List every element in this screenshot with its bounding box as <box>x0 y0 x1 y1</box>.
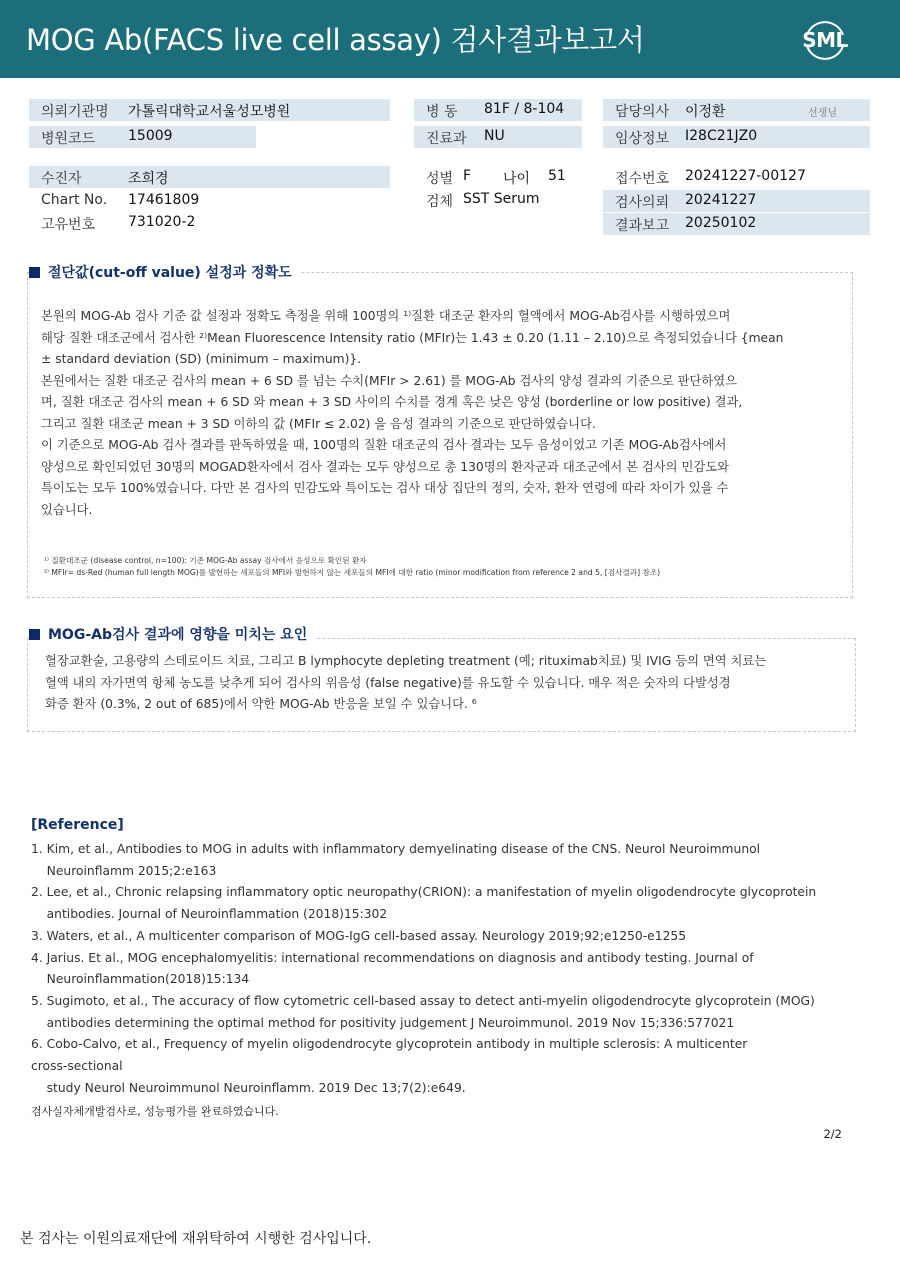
institution-label: 의뢰기관명 <box>41 104 109 120</box>
patient-row <box>29 166 390 188</box>
patient-label: 수진자 <box>41 171 82 187</box>
reference-item: 5. Sugimoto, et al., The accuracy of flow cytometric cell-based assay to detect anti-myelin oligodendrocyte glycoprotein (MOG) <box>31 993 815 1008</box>
paragraph-line: 특이도는 모두 100%였습니다. 다만 본 검사의 민감도와 특이도는 검사 대상 집단의 정의, 숫자, 환자 연령에 따라 차이가 있을 수 <box>41 481 729 495</box>
clinical-row <box>603 126 870 148</box>
paragraph-line: 본원에서는 질환 대조군 검사의 mean + 6 SD 를 넘는 수치(MFIr > 2.61) 를 MOG-Ab 검사의 양성 결과의 기준으로 판단하였으 <box>41 373 738 388</box>
report-date-value: 20250102 <box>685 215 757 231</box>
reference-item: 3. Waters, et al., A multicenter comparison of MOG-IgG cell-based assay. Neurology 2019;92;e1250-e1255 <box>31 928 687 943</box>
age-label: 나이 <box>503 171 531 187</box>
factors-section-title <box>29 624 315 644</box>
paragraph-line: 화증 환자 (0.3%, 2 out of 685)에서 약한 MOG-Ab 반응을 보일 수 있습니다. ⁶ <box>45 697 477 711</box>
hospital-code-row <box>29 126 256 148</box>
validation-note: 검사실자체개발검사로, 성능평가를 완료하였습니다. <box>31 1105 279 1118</box>
paragraph-line: 그리고 질환 대조군 mean + 3 SD 이하의 값 (MFIr ≤ 2.02) 을 음성 결과의 기준으로 판단하였습니다. <box>41 416 596 431</box>
reference-item: study Neurol Neuroimmunol Neuroinflamm. 2019 Dec 13;7(2):e649. <box>31 1080 466 1095</box>
factors-section-title-text: MOG-Ab검사 결과에 영향을 미치는 요인 <box>48 627 308 643</box>
paragraph-line: 해당 질환 대조군에서 검사한 ²⁾Mean Fluorescence Intensity ratio (MFIr)는 1.43 ± 0.20 (1.11 – 2.10)으로 측정되었습니다 {mean <box>41 330 784 345</box>
reference-item: Neuroinflamm 2015;2:e163 <box>31 863 217 878</box>
reference-item: Neuroinflammation(2018)15:134 <box>31 972 250 987</box>
page-number: 2/2 <box>823 1127 842 1141</box>
dept-row <box>414 126 582 148</box>
paragraph-line: 양성으로 확인되었던 30명의 MOGAD환자에서 검사 결과는 모두 양성으로 총 130명의 환자군과 대조군에서 본 검사의 민감도와 <box>41 459 729 474</box>
receipt-label: 접수번호 <box>615 171 670 187</box>
reference-item: 4. Jarius. Et al., MOG encephalomyelitis: international recommendations on diagnosis and antibody testing. Journal of <box>31 950 754 965</box>
paragraph-line: 며, 질환 대조군 검사의 mean + 6 SD 와 mean + 3 SD 사이의 수치를 경계 혹은 낮은 양성 (borderline or low positive) 결과, <box>41 395 743 409</box>
paragraph-line: 있습니다. <box>41 502 93 517</box>
doctor-row <box>603 99 870 121</box>
dept-value: NU <box>484 128 505 144</box>
institution-row <box>29 99 390 121</box>
cutoff-section-title-text: 절단값(cut-off value) 설정과 정확도 <box>48 265 292 281</box>
square-bullet-icon <box>29 267 40 278</box>
dept-label: 진료과 <box>426 131 467 147</box>
ward-label: 병 동 <box>426 104 458 120</box>
report-title: MOG Ab(FACS live cell assay) 검사결과보고서 <box>26 23 645 57</box>
specimen-value: SST Serum <box>463 191 540 207</box>
chart-label: Chart No. <box>41 192 108 208</box>
receipt-value: 20241227-00127 <box>685 168 806 184</box>
request-label: 검사의뢰 <box>615 195 670 211</box>
cutoff-section-title <box>29 262 300 282</box>
sex-age-row <box>414 166 584 188</box>
specimen-row <box>414 189 584 211</box>
uid-label: 고유번호 <box>41 217 96 233</box>
ward-value: 81F / 8-104 <box>484 101 565 117</box>
footnote-1: ¹⁾ 질환대조군 (disease control, n=100): 기존 MOG-Ab assay 검사에서 음성으로 확인된 환자 <box>44 556 367 565</box>
doctor-label: 담당의사 <box>615 104 670 120</box>
sml-logo-text: SML <box>802 28 848 52</box>
doctor-value: 이정환 <box>685 104 726 120</box>
reference-title: [Reference] <box>31 817 124 833</box>
paragraph-line: 혈장교환술, 고용량의 스테로이드 치료, 그리고 B lymphocyte depleting treatment (예; rituximab치료) 및 IVIG 등의 면역 치료는 <box>45 654 767 668</box>
ward-row <box>414 99 582 121</box>
footer-note: 본 검사는 이원의료재단에 재위탁하여 시행한 검사입니다. <box>20 1231 372 1247</box>
paragraph-line: ± standard deviation (SD) (minimum – maximum)}. <box>41 352 362 366</box>
footnote-2: ²⁾ MFIr= ds-Red (human full length MOG)를 발현하는 세포들의 MFI와 발현하지 않는 세포들의 MFI에 대한 ratio (minor modification from reference 2 and 5, [검사결과] 참조) <box>44 568 661 577</box>
sml-logo <box>798 13 852 67</box>
reference-item: 2. Lee, et al., Chronic relapsing inflammatory optic neuropathy(CRION): a manifestation of myelin oligodendrocyte glycoprotein <box>31 885 817 900</box>
reference-item: antibodies. Journal of Neuroinflammation (2018)15:302 <box>31 907 388 922</box>
institution-value: 가톨릭대학교서울성모병원 <box>128 104 291 120</box>
sex-label: 성별 <box>426 171 454 187</box>
paragraph-line: 이 기준으로 MOG-Ab 검사 결과를 판독하였을 때, 100명의 질환 대조군의 검사 결과는 모두 음성이었고 기존 MOG-Ab검사에서 <box>41 438 727 452</box>
chart-row <box>29 190 390 212</box>
age-value: 51 <box>548 168 566 184</box>
report-date-row <box>603 213 870 235</box>
clinical-value: I28C21JZ0 <box>685 128 758 144</box>
uid-value: 731020-2 <box>128 214 196 230</box>
factors-paragraph <box>45 651 766 716</box>
chart-value: 17461809 <box>128 192 200 208</box>
cutoff-paragraph <box>41 306 783 521</box>
request-row <box>603 190 870 212</box>
receipt-row <box>603 166 870 188</box>
report-header <box>0 0 900 78</box>
clinical-label: 임상정보 <box>615 131 670 147</box>
hospital-code-label: 병원코드 <box>41 131 96 147</box>
report-date-label: 결과보고 <box>615 218 670 234</box>
doctor-title: 선생님 <box>808 108 837 119</box>
uid-row <box>29 212 390 234</box>
sex-value: F <box>463 168 472 184</box>
reference-item: cross-sectional <box>31 1059 123 1074</box>
footnotes <box>44 555 660 579</box>
reference-item: antibodies determining the optimal method for positivity judgement J Neuroimmunol. 2019 Nov 15;336:577021 <box>31 1015 735 1030</box>
request-value: 20241227 <box>685 192 757 208</box>
reference-item: 6. Cobo-Calvo, et al., Frequency of myelin oligodendrocyte glycoprotein antibody in multiple sclerosis: A multicenter <box>31 1037 748 1052</box>
specimen-label: 검체 <box>426 194 454 210</box>
paragraph-line: 본원의 MOG-Ab 검사 기준 값 설정과 정확도 측정을 위해 100명의 ¹⁾질환 대조군 환자의 혈액에서 MOG-Ab검사를 시행하였으며 <box>41 309 731 323</box>
reference-item: 1. Kim, et al., Antibodies to MOG in adults with inflammatory demyelinating disease of the CNS. Neurol Neuroimmunol <box>31 842 761 856</box>
square-bullet-icon <box>29 629 40 640</box>
reference-list <box>31 839 816 1099</box>
hospital-code-value: 15009 <box>128 128 173 144</box>
paragraph-line: 혈액 내의 자가면역 항체 농도를 낮추게 되어 검사의 위음성 (false negative)를 유도할 수 있습니다. 매우 적은 숫자의 다발성경 <box>45 675 731 690</box>
patient-value: 조희경 <box>128 171 169 187</box>
